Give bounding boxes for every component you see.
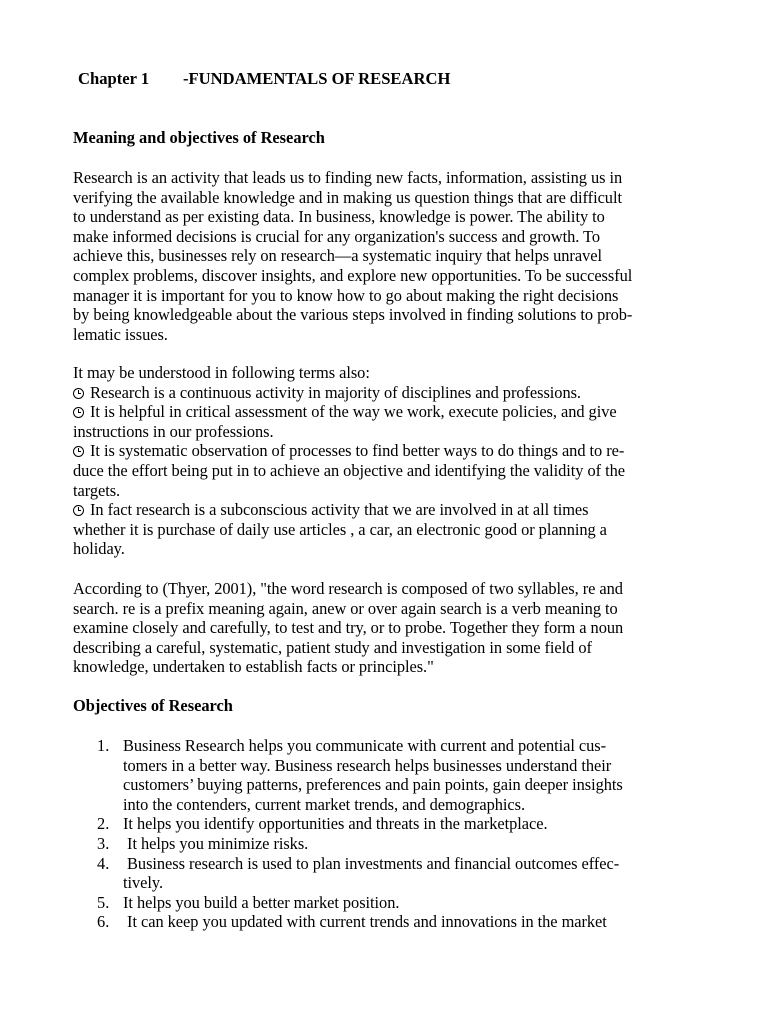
paragraph-line: to understand as per existing data. In business, knowledge is power. The ability to (73, 207, 605, 227)
thyer-quote-paragraph (73, 579, 701, 677)
paragraph-line: make informed decisions is crucial for any organization's success and growth. To (73, 226, 601, 246)
term-text: It is systematic observation of processes to find better ways to do things and to re- (90, 441, 625, 461)
clock-bullet-icon (73, 505, 84, 516)
paragraph-line: achieve this, businesses rely on research—a systematic inquiry that helps unravel (73, 246, 602, 266)
clock-bullet-icon (73, 446, 84, 457)
term-text: It is helpful in critical assessment of the way we work, execute policies, and give (90, 402, 617, 422)
meaning-paragraph (73, 168, 701, 344)
list-item (73, 912, 713, 932)
list-item (73, 834, 713, 854)
list-item-line: customers’ buying patterns, preferences and pain points, gain deeper insights (123, 775, 623, 795)
paragraph-line: by being knowledgeable about the various steps involved in finding solutions to prob- (73, 305, 633, 325)
list-number: 4. (97, 853, 110, 873)
list-item (73, 893, 713, 913)
clock-bullet-icon (73, 388, 84, 399)
objectives-list (73, 736, 713, 932)
list-number: 3. (97, 833, 110, 853)
list-item (73, 736, 713, 814)
paragraph-line: lematic issues. (73, 324, 168, 344)
paragraph-line: complex problems, discover insights, and explore new opportunities. To be successful (73, 265, 633, 285)
list-item (73, 814, 713, 834)
clock-bullet-icon (73, 407, 84, 418)
list-number: 6. (97, 912, 110, 932)
list-item-line: into the contenders, current market trends, and demographics. (123, 794, 526, 814)
list-item-line: It can keep you updated with current trends and innovations in the market (123, 912, 607, 932)
term-continuation: duce the effort being put in to achieve an objective and identifying the validity of the (73, 460, 625, 480)
list-item-line: Business Research helps you communicate with current and potential cus- (123, 736, 607, 755)
list-number: 1. (97, 736, 110, 755)
list-item-line: It helps you identify opportunities and threats in the marketplace. (123, 814, 548, 834)
quote-line: knowledge, undertaken to establish facts or principles." (73, 657, 434, 677)
paragraph-line: verifying the available knowledge and in making us question things that are difficult (73, 187, 622, 207)
terms-section (73, 363, 701, 559)
term-continuation: targets. (73, 480, 121, 500)
chapter-number: Chapter 1 (78, 69, 150, 88)
list-number: 5. (97, 892, 110, 912)
paragraph-line: Research is an activity that leads us to finding new facts, information, assisting us in (73, 168, 623, 187)
quote-line: examine closely and carefully, to test and try, or to probe. Together they form a noun (73, 618, 624, 638)
term-bullet-line (73, 383, 701, 403)
chapter-title: -FUNDAMENTALS OF RESEARCH (183, 69, 451, 88)
term-bullet-line (73, 441, 701, 461)
terms-intro: It may be understood in following terms also: (73, 363, 370, 382)
list-item-line: It helps you minimize risks. (123, 833, 309, 853)
list-item-line: Business research is used to plan investments and financial outcomes effec- (123, 853, 620, 873)
quote-line: search. re is a prefix meaning again, anew or over again search is a verb meaning to (73, 598, 618, 618)
list-item-line: It helps you build a better market position. (123, 892, 400, 912)
list-item (73, 854, 713, 893)
term-continuation: whether it is purchase of daily use articles , a car, an electronic good or planning a (73, 519, 607, 539)
section-heading-meaning: Meaning and objectives of Research (73, 128, 325, 147)
term-continuation: instructions in our professions. (73, 421, 274, 441)
quote-line: describing a careful, systematic, patient study and investigation in some field of (73, 637, 592, 657)
term-text: Research is a continuous activity in majority of disciplines and professions. (90, 382, 581, 402)
term-text: In fact research is a subconscious activity that we are involved in at all times (90, 500, 589, 520)
quote-line: According to (Thyer, 2001), "the word research is composed of two syllables, re and (73, 579, 623, 598)
list-item-line: tomers in a better way. Business research helps businesses understand their (123, 755, 612, 775)
term-continuation: holiday. (73, 539, 125, 559)
list-item-line: tively. (123, 873, 164, 893)
term-bullet-line (73, 402, 701, 422)
term-bullet-line (73, 500, 701, 520)
section-heading-objectives: Objectives of Research (73, 696, 233, 715)
paragraph-line: manager it is important for you to know how to go about making the right decisions (73, 285, 619, 305)
list-number: 2. (97, 814, 110, 834)
